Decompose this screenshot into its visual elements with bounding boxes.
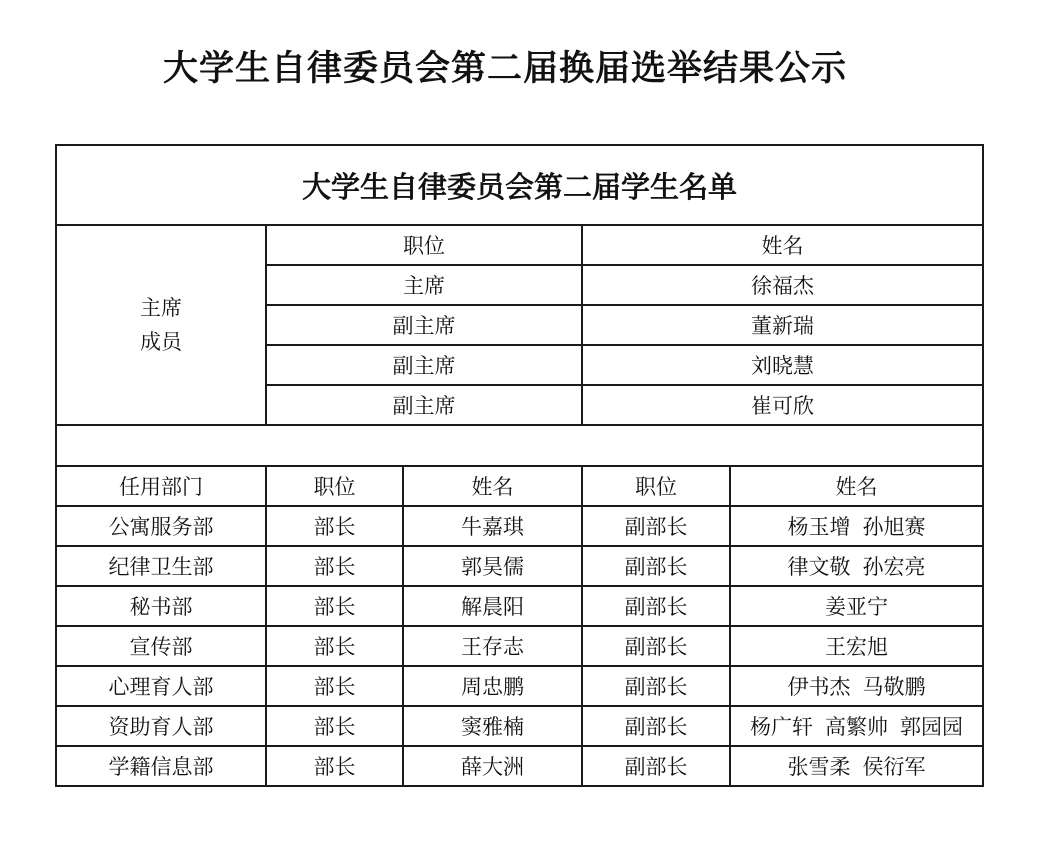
deputy-name: 孙旭赛 [862, 515, 926, 539]
presidium-label-cell [56, 225, 266, 425]
head-position-cell: 部长 [266, 546, 403, 586]
head-position-cell: 部长 [266, 746, 403, 786]
presidium-name-cell: 徐福杰 [582, 265, 983, 305]
document-title: 大学生自律委员会第二届换届选举结果公示 [162, 49, 847, 89]
deputy-position-cell: 副部长 [582, 586, 730, 626]
presidium-header-row [56, 225, 983, 265]
deputy-names-cell [730, 666, 983, 706]
department-cell: 心理育人部 [56, 666, 266, 706]
deputy-position-cell: 副部长 [582, 626, 730, 666]
deputy-position-header: 职位 [582, 466, 730, 506]
deputy-name: 律文敬 [787, 555, 851, 579]
head-name-cell: 王存志 [403, 626, 582, 666]
presidium-label-line: 成员 [140, 330, 182, 354]
deputy-names-header: 姓名 [730, 466, 983, 506]
deputy-name: 张雪柔 [787, 755, 851, 779]
head-name-cell: 郭昊儒 [403, 546, 582, 586]
deputy-name: 王宏旭 [825, 635, 889, 659]
presidium-name-cell: 崔可欣 [582, 385, 983, 425]
deputy-name: 姜亚宁 [825, 595, 889, 619]
presidium-label-line: 主席 [140, 296, 182, 320]
deputy-name: 高繁帅 [825, 715, 889, 739]
department-cell: 纪律卫生部 [56, 546, 266, 586]
deputy-name: 侯衍军 [862, 755, 926, 779]
head-name-cell: 薛大洲 [403, 746, 582, 786]
head-name-cell: 牛嘉琪 [403, 506, 582, 546]
deputy-position-cell: 副部长 [582, 746, 730, 786]
head-position-cell: 部长 [266, 626, 403, 666]
deputy-names-cell [730, 706, 983, 746]
deputy-position-cell: 副部长 [582, 666, 730, 706]
presidium-name-cell: 董新瑞 [582, 305, 983, 345]
table-title: 大学生自律委员会第二届学生名单 [56, 145, 983, 225]
presidium-name-header: 姓名 [582, 225, 983, 265]
head-position-cell: 部长 [266, 706, 403, 746]
deputy-name: 马敬鹏 [862, 675, 926, 699]
deputy-name: 杨广轩 [750, 715, 814, 739]
presidium-position-cell: 副主席 [266, 305, 582, 345]
head-position-cell: 部长 [266, 506, 403, 546]
department-row [56, 586, 983, 626]
deputy-names-cell [730, 626, 983, 666]
department-cell: 学籍信息部 [56, 746, 266, 786]
deputy-name: 孙宏亮 [862, 555, 926, 579]
deputy-position-cell: 副部长 [582, 706, 730, 746]
presidium-position-cell: 主席 [266, 265, 582, 305]
department-header: 任用部门 [56, 466, 266, 506]
deputy-names-cell [730, 586, 983, 626]
department-row [56, 746, 983, 786]
head-position-header: 职位 [266, 466, 403, 506]
head-name-cell: 解晨阳 [403, 586, 582, 626]
department-cell: 宣传部 [56, 626, 266, 666]
department-row [56, 666, 983, 706]
presidium-name-cell: 刘晓慧 [582, 345, 983, 385]
department-cell: 公寓服务部 [56, 506, 266, 546]
blank-separator-cell [56, 425, 983, 466]
table-title-row [56, 145, 983, 225]
department-header-row [56, 466, 983, 506]
student-roster-table [55, 144, 984, 787]
deputy-position-cell: 副部长 [582, 506, 730, 546]
deputy-name: 郭园园 [900, 715, 964, 739]
head-name-cell: 窦雅楠 [403, 706, 582, 746]
deputy-names-cell [730, 506, 983, 546]
head-position-cell: 部长 [266, 666, 403, 706]
department-cell: 资助育人部 [56, 706, 266, 746]
department-row [56, 626, 983, 666]
presidium-position-header: 职位 [266, 225, 582, 265]
head-name-cell: 周忠鹏 [403, 666, 582, 706]
head-position-cell: 部长 [266, 586, 403, 626]
presidium-position-cell: 副主席 [266, 345, 582, 385]
blank-separator-row [56, 425, 983, 466]
department-cell: 秘书部 [56, 586, 266, 626]
deputy-name: 杨玉增 [787, 515, 851, 539]
deputy-names-cell [730, 746, 983, 786]
deputy-names-cell [730, 546, 983, 586]
deputy-name: 伊书杰 [787, 675, 851, 699]
department-row [56, 706, 983, 746]
presidium-position-cell: 副主席 [266, 385, 582, 425]
deputy-position-cell: 副部长 [582, 546, 730, 586]
department-row [56, 506, 983, 546]
head-name-header: 姓名 [403, 466, 582, 506]
department-row [56, 546, 983, 586]
